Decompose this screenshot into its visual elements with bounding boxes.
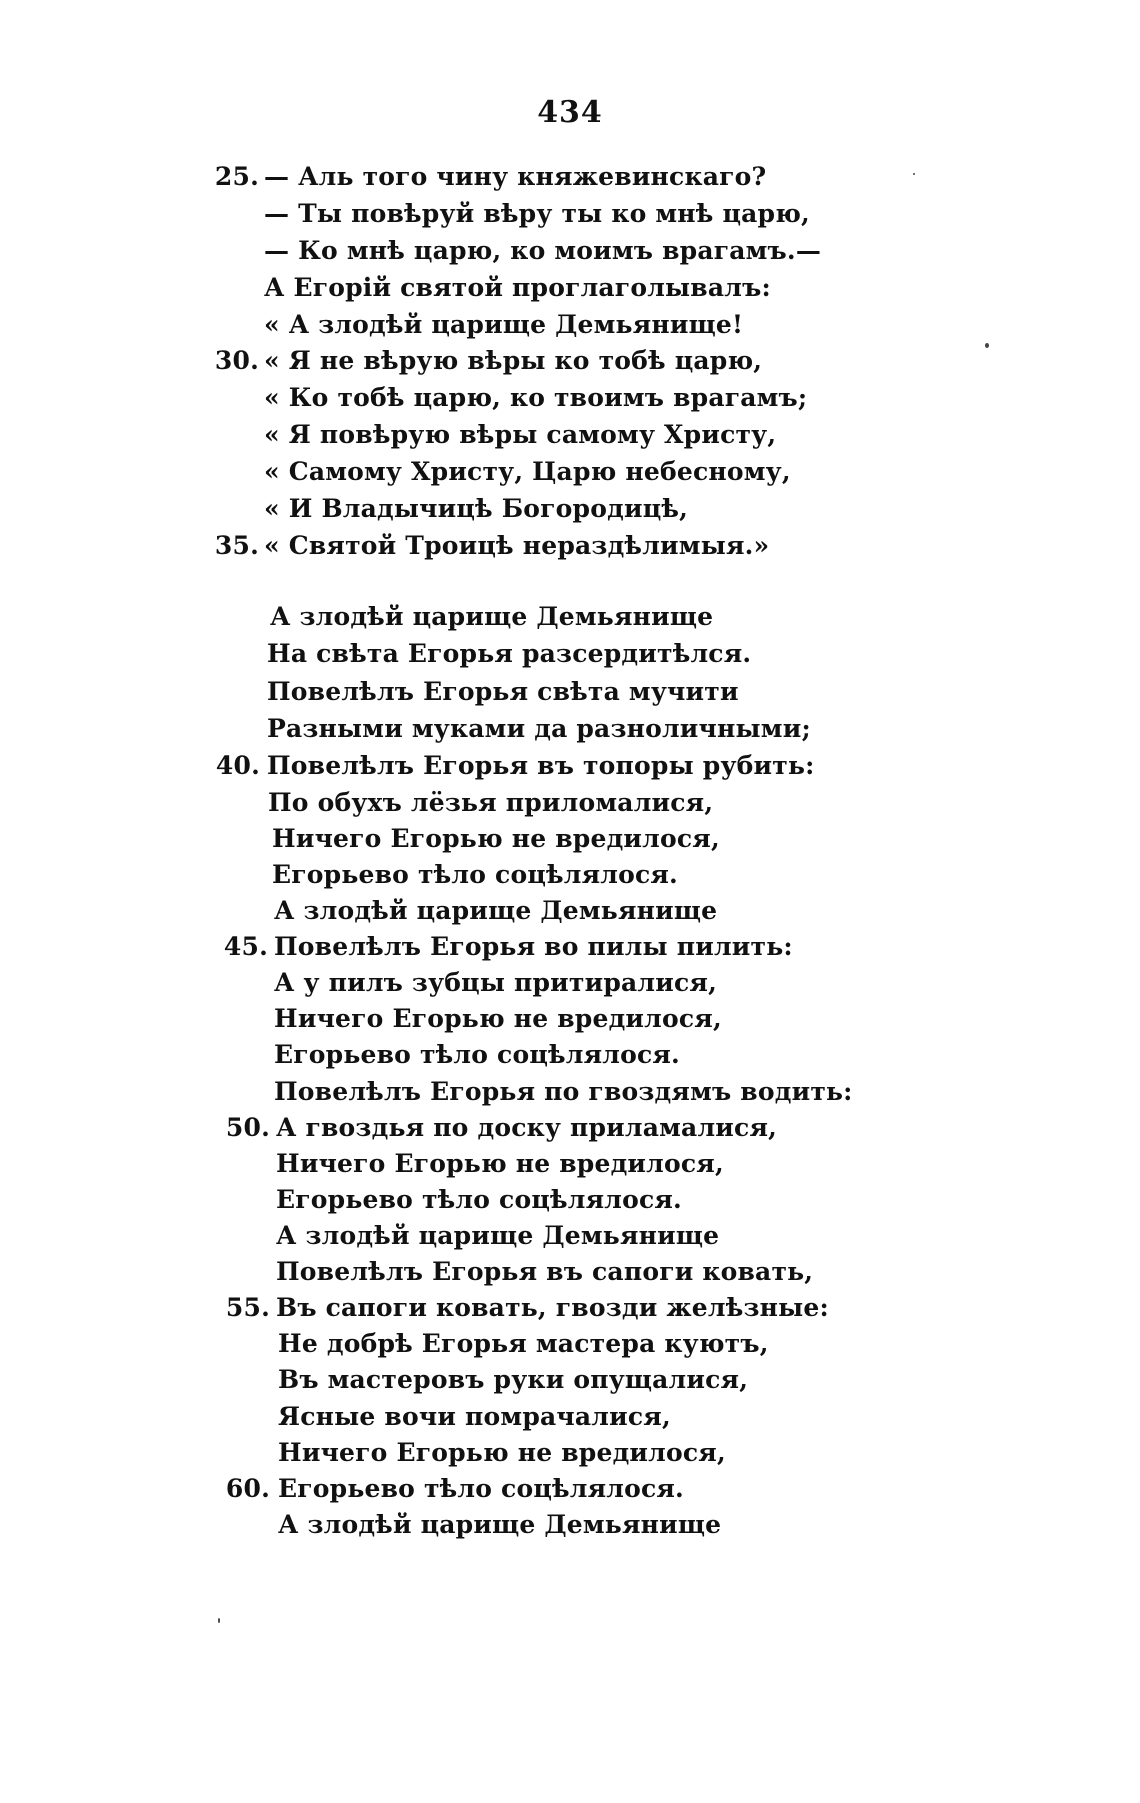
- verse-line: [0, 1077, 1140, 1109]
- verse-text: Не добрѣ Егорья мастера куютъ,: [278, 1329, 769, 1358]
- verse-number: 60.: [225, 1474, 270, 1503]
- verse-text: « Святой Троицѣ нераздѣлимыя.»: [264, 531, 770, 560]
- verse-text: « Самому Христу, Царю небесному,: [264, 457, 791, 486]
- verse-line: [0, 1185, 1140, 1217]
- print-speck: [985, 343, 989, 348]
- verse-text: Егорьево тѣло соцѣлялося.: [276, 1185, 682, 1214]
- verse-text: Повелѣлъ Егорья въ сапоги ковать,: [276, 1257, 814, 1286]
- verse-line: [0, 714, 1140, 746]
- verse-line: [0, 1438, 1140, 1470]
- verse-text: « Я повѣрую вѣры самому Христу,: [264, 420, 777, 449]
- verse-line: [0, 383, 1140, 415]
- print-speck: [913, 173, 915, 175]
- verse-line: [0, 199, 1140, 231]
- verse-text: Егорьево тѣло соцѣлялося.: [274, 1040, 680, 1069]
- verse-text: А злодѣй царище Демьянище: [274, 896, 718, 925]
- verse-text: А гвоздья по доску приламалися,: [276, 1113, 778, 1142]
- verse-line: [0, 896, 1140, 928]
- verse-number: 55.: [225, 1293, 270, 1322]
- verse-line: [0, 1257, 1140, 1289]
- verse-number: 30.: [214, 346, 259, 375]
- verse-number: 35.: [214, 531, 259, 560]
- verse-text: « Ко тобѣ царю, ко твоимъ врагамъ;: [264, 383, 808, 412]
- verse-line: [0, 531, 1140, 563]
- verse-line: [0, 639, 1140, 671]
- verse-line: [0, 677, 1140, 709]
- verse-text: Ничего Егорью не вредилося,: [276, 1149, 724, 1178]
- verse-line: [0, 1474, 1140, 1506]
- verse-text: Повелѣлъ Егорья въ топоры рубить:: [267, 751, 815, 780]
- verse-line: [0, 1221, 1140, 1253]
- verse-line: [0, 420, 1140, 452]
- verse-number: 45.: [223, 932, 268, 961]
- verse-text: Повелѣлъ Егорья во пилы пилить:: [274, 932, 793, 961]
- verse-text: Въ сапоги ковать, гвозди желѣзные:: [276, 1293, 829, 1322]
- verse-line: [0, 788, 1140, 820]
- verse-text: Ничего Егорью не вредилося,: [274, 1004, 722, 1033]
- verse-line: [0, 1113, 1140, 1145]
- verse-line: [0, 751, 1140, 783]
- verse-text: По обухъ лёзья приломалися,: [268, 788, 714, 817]
- verse-line: [0, 1040, 1140, 1072]
- verse-text: Повелѣлъ Егорья свѣта мучити: [267, 677, 739, 706]
- verse-text: А злодѣй царище Демьянище: [278, 1510, 722, 1539]
- print-speck: [218, 1618, 220, 1623]
- verse-line: [0, 310, 1140, 342]
- verse-line: [0, 860, 1140, 892]
- verse-text: Ничего Егорью не вредилося,: [272, 824, 720, 853]
- verse-line: [0, 1510, 1140, 1542]
- verse-text: А злодѣй царище Демьянище: [276, 1221, 720, 1250]
- verse-line: [0, 824, 1140, 856]
- verse-line: [0, 162, 1140, 194]
- verse-text: А злодѣй царище Демьянище: [270, 602, 714, 631]
- verse-line: [0, 346, 1140, 378]
- verse-number: 50.: [225, 1113, 270, 1142]
- verse-text: На свѣта Егорья разсердитѣлся.: [267, 639, 752, 668]
- verse-text: Егорьево тѣло соцѣлялося.: [278, 1474, 684, 1503]
- verse-text: — Ко мнѣ царю, ко моимъ врагамъ.—: [264, 236, 822, 265]
- verse-text: « И Владычицѣ Богородицѣ,: [264, 494, 689, 523]
- verse-line: [0, 1149, 1140, 1181]
- verse-text: А Егорій святой проглаголывалъ:: [264, 273, 771, 302]
- verse-line: [0, 273, 1140, 305]
- verse-text: Въ мастеровъ руки опущалися,: [278, 1365, 749, 1394]
- verse-line: [0, 236, 1140, 268]
- verse-line: [0, 1329, 1140, 1361]
- verse-line: [0, 494, 1140, 526]
- verse-line: [0, 1293, 1140, 1325]
- verse-line: [0, 457, 1140, 489]
- verse-text: Повелѣлъ Егорья по гвоздямъ водить:: [274, 1077, 853, 1106]
- verse-line: [0, 968, 1140, 1000]
- verse-number: 25.: [214, 162, 259, 191]
- verse-text: Ясные вочи помрачалися,: [278, 1402, 671, 1431]
- verse-text: Егорьево тѣло соцѣлялося.: [272, 860, 678, 889]
- verse-line: [0, 932, 1140, 964]
- verse-text: « А злодѣй царище Демьянище!: [264, 310, 744, 339]
- verse-line: [0, 1004, 1140, 1036]
- verse-text: « Я не вѣрую вѣры ко тобѣ царю,: [264, 346, 763, 375]
- verse-line: [0, 1365, 1140, 1397]
- verse-text: Разными муками да разноличными;: [267, 714, 811, 743]
- verse-text: — Аль того чину княжевинскаго?: [264, 162, 767, 191]
- verse-text: А у пилъ зубцы притиралися,: [274, 968, 717, 997]
- page-number: 434: [537, 95, 603, 130]
- verse-number: 40.: [215, 751, 260, 780]
- verse-text: — Ты повѣруй вѣру ты ко мнѣ царю,: [264, 199, 810, 228]
- verse-line: [0, 1402, 1140, 1434]
- verse-line: [0, 602, 1140, 634]
- verse-text: Ничего Егорью не вредилося,: [278, 1438, 726, 1467]
